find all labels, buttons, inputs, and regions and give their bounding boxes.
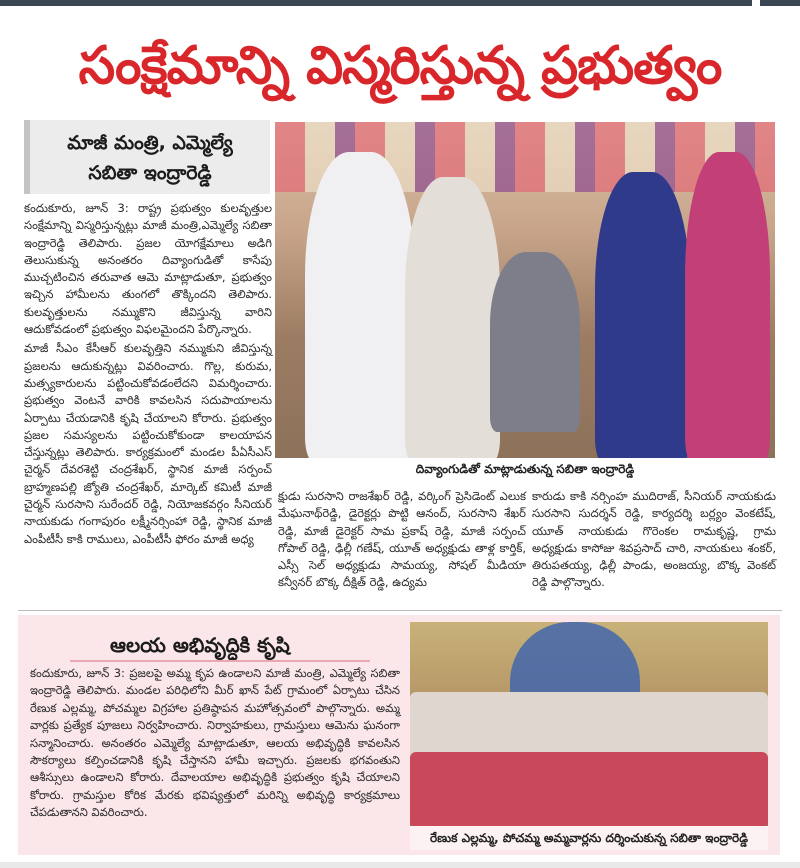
photo2-caption: రేణుక ఎల్లమ్మ, పోచమ్మ అమ్మవార్లను దర్శించుకున్న సబితా ఇంద్రారెడ్డి (410, 826, 768, 850)
name-box-line2: సబితా ఇంద్రారెడ్డి (88, 162, 212, 184)
section-divider (18, 610, 782, 611)
story2-body (30, 665, 400, 855)
photo1-person-man-dhoti (405, 177, 500, 462)
photo2-crowd-front (410, 752, 768, 827)
photo1-person-man-white (305, 152, 415, 462)
story1-right-text: కారుడు కాకి నర్సింహ ముదిరాజ్, సీనియర్ నాయకుడు సురసాని సుదర్శన్ రెడ్డి, కార్యదర్శి బర్ల్యం వెంకటేష్, యూత్ నాయకుడు గొరెంకల రామకృష్ణ, గ్రామ అధ్యక్షుడు కాసోజు శివప్రసాద్ చారి, నాయకులు శంకర్, తిరుపతయ్య, ఢిల్లీ పాండు, అంజయ్య, బొక్క వెంకట్ రెడ్డి పాల్గొన్నారు. (532, 489, 776, 590)
story1-column-middle (278, 488, 526, 606)
photo1-person-woman-saree (595, 172, 690, 462)
story2-paragraph: కందుకూరు, జూన్ 3: ప్రజలపై అమ్మ కృప ఉండాలని మాజీ మంత్రి, ఎమ్మెల్యే సబితా ఇంద్రారెడ్డి తెలిపారు. మండల పరిధిలోని మీర్ ఖాన్ పేట్ గ్రామంలో ఏర్పాటు చేసిన రేణుక ఎల్లమ్మ, పోచమ్మల విగ్రహాల ప్రతిష్ఠాపన మహోత్సవంలో పాల్గొన్నారు. అమ్మ వార్లకు ప్రత్యేక పూజలు నిర్వహించారు. నిర్వాహకులు, గ్రామస్తులు ఆమెను ఘనంగా సన్మానించారు. అనంతరం ఎమ్మెల్యే మాట్లాడుతూ, ఆలయ అభివృద్ధికి కావలసిన సౌకర్యాలు కల్పించడానికి కృషి చేస్తానని హామీ ఇచ్చారు. ప్రజలకు భగవంతుని ఆశీస్సులు ఉండాలని కోరారు. దేవాలయాల అభివృద్ధికి ప్రభుత్వం కృషి చేయాలని కోరారు. గ్రామస్తుల కోరిక మేరకు భవిష్యత్తులో మరిన్ని అభివృద్ధి కార్యక్రమాలు చేపడుతానని వివరించారు. (30, 666, 400, 820)
story1-middle-text: క్షుడు సురసాని రాజశేఖర్ రెడ్డి, వర్కింగ్ ప్రెసిడెంట్ ఎలుక మేఘనాథ్‌రెడ్డి, డైరెక్టర్లు పొట్టి ఆనంద్, సురసాని శేఖర్ రెడ్డి, మాజీ డైరెక్టర్ సామ ప్రకాష్ రెడ్డి, మాజీ సర్పంచ్ గోపాల్ రెడ్డి, ఢిల్లీ గణేష్, యూత్ అధ్యక్షుడు తాళ్ల కార్తిక్, ఎస్సీ సెల్ అధ్యక్షుడు సామయ్య, సోషల్ మీడియా కన్వీనర్ బొక్క దీక్షిత్ రెడ్డి, ఉద్యమ (278, 489, 526, 590)
photo1-person-woman-pink (685, 152, 770, 462)
story1-paragraph-1: కందుకూరు, జూన్ 3: రాష్ట్ర ప్రభుత్వం కులవృత్తుల సంక్షేమాన్ని విస్మరిస్తున్నట్లు మాజీ మంత్రి,ఎమ్మెల్యే సబితా ఇంద్రారెడ్డి తెలిపారు. ప్రజల యోగక్షేమాలు అడిగి తెలుసుకున్న అనంతరం దివ్యాంగుడితో కాసేపు ముచ్చటించిన తరువాత ఆమె మాట్లాడుతూ, ప్రభుత్వం ఇచ్చిన హామీలను తుంగలో తొక్కిందని తెలిపారు. కులవృత్తులను నమ్ముకొని జీవిస్తున్న వారిని ఆదుకోవడంలో ప్రభుత్వం విఫలమైందని పేర్కొన్నారు. (24, 201, 272, 337)
photo1-caption: దివ్యాంగుడితో మాట్లాడుతున్న సబితా ఇంద్రారెడ్డి (275, 458, 775, 480)
top-bar-gap (752, 0, 760, 6)
name-box (24, 120, 270, 194)
story2-title: ఆలయ అభివృద్ధికి కృషి (110, 633, 290, 657)
news-photo-2 (410, 622, 768, 850)
photo1-person-seated (490, 252, 580, 432)
bottom-rule (0, 862, 800, 868)
news-photo-1 (275, 122, 775, 480)
name-box-line1: మాజీ మంత్రి, ఎమ్మెల్యే (67, 132, 233, 154)
story2-title-underline (70, 660, 370, 662)
story1-column-right (532, 488, 776, 606)
story1-column-left (24, 200, 272, 608)
headline: సంక్షేమాన్ని విస్మరిస్తున్న ప్రభుత్వం (78, 36, 722, 96)
top-bar (0, 0, 800, 6)
story1-paragraph-2: మాజీ సీఎం కేసీఆర్ కులవృత్తిని నమ్ముకుని జీవిస్తున్న ప్రజలను ఆదుకున్నట్లు వివరించారు. గొల్ల, కురుమ, మత్స్యకారులను పట్టించుకోవడంలేదని విమర్శించారు. ప్రభుత్వం వెంటనే వారికి కావలసిన సదుపాయాలను ఏర్పాటు చేయడానికి కృషి చేయాలని కోరారు. ప్రభుత్వం ప్రజల సమస్యలను పట్టించుకోకుండా కాలయాపన చేస్తున్నట్లు తెలిపారు. కార్యక్రమంలో మండల పీఏసీఎస్ చైర్మన్ దేవరశెట్టి చంద్రశేఖర్, స్థానిక మాజీ సర్పంచ్ బ్రాహ్మణపల్లి జ్యోతి చంద్రశేఖర్, మార్కెట్ కమిటీ మాజీ చైర్మన్ సురసాని సురేందర్ రెడ్డి, నియోజకవర్గం సీనియర్ నాయకుడు గంగాపురం లక్ష్మీనర్సింహా రెడ్డి, స్థానిక మాజీ ఎంపీటీసీ కాకి రాములు, ఎంపీటీసీ ఫోరం మాజీ అధ్య (24, 341, 272, 546)
